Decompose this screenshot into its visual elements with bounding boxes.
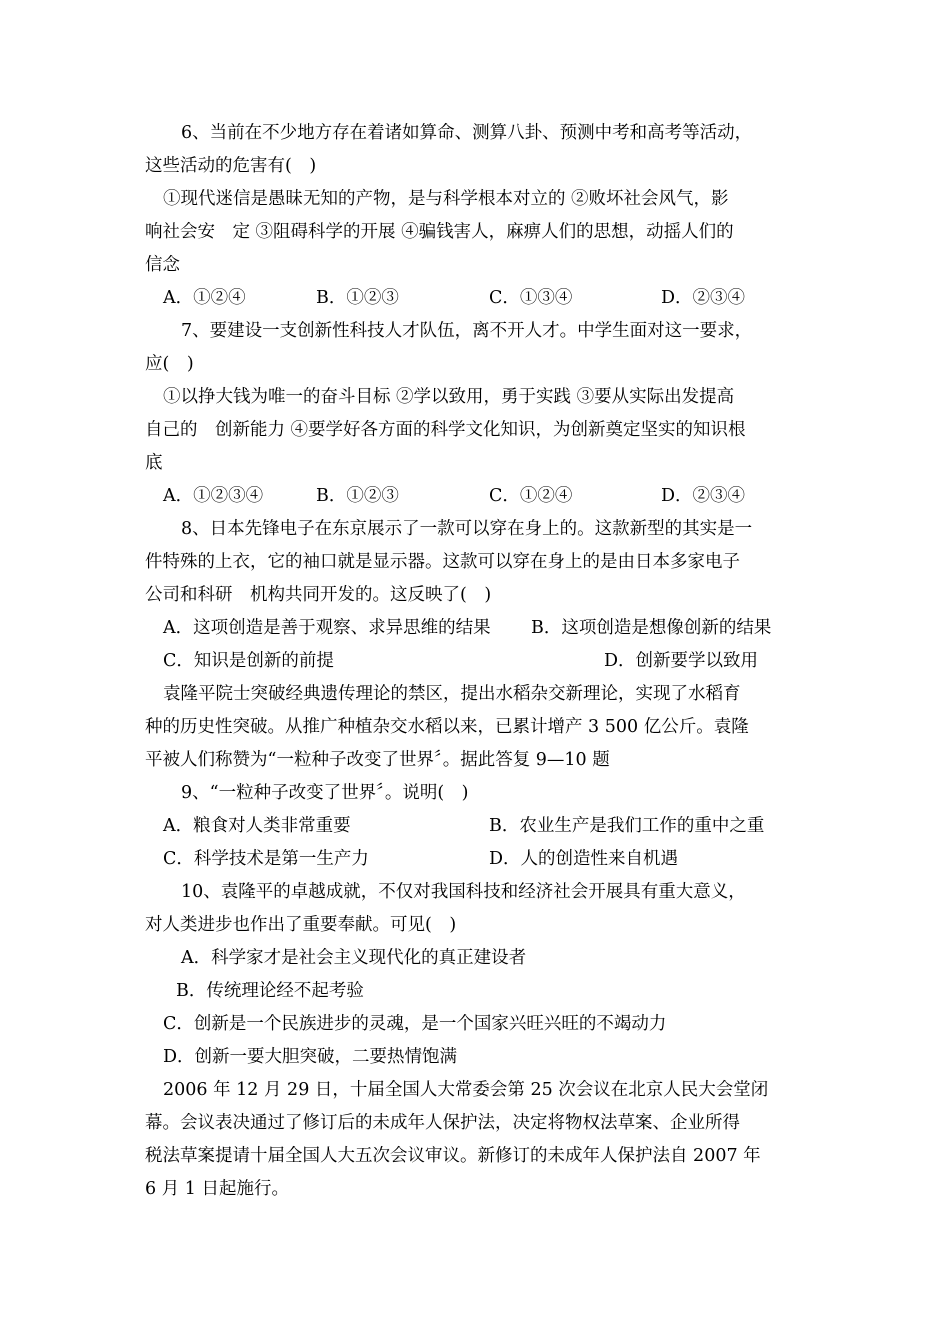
passage2-line4: 6 月 1 日起施行。 bbox=[145, 1179, 289, 1199]
q10-stem-line1: 10、袁隆平的卓越成就，不仅对我国科技和经济社会开展具有重大意义， bbox=[181, 882, 746, 902]
q7-option-a: A．①②③④ bbox=[163, 486, 264, 506]
q8-option-b: B．这项创造是想像创新的结果 bbox=[531, 618, 772, 638]
q8-option-d: D．创新要学以致用 bbox=[604, 651, 759, 671]
q7-option-c: C．①②④ bbox=[489, 486, 573, 506]
q6-option-c: C．①③④ bbox=[489, 288, 573, 308]
q8-option-c: C．知识是创新的前提 bbox=[163, 651, 334, 671]
passage2-line1: 2006 年 12 月 29 日，十届全国人大常委会第 25 次会议在北京人民大会堂闭 bbox=[163, 1080, 769, 1100]
q8-stem-line1: 8、日本先锋电子在东京展示了一款可以穿在身上的。这款新型的其实是一 bbox=[181, 519, 753, 539]
passage1-line3: 平被人们称赞为“一粒种子改变了世界〞。据此答复 9—10 题 bbox=[145, 750, 610, 770]
passage1-line2: 种的历史性突破。从推广种植杂交水稻以来，已累计增产 3 500 亿公斤。袁隆 bbox=[145, 717, 749, 737]
q6-stem-line1: 6、当前在不少地方存在着诸如算命、测算八卦、预测中考和高考等活动， bbox=[181, 123, 753, 143]
q10-option-a: A．科学家才是社会主义现代化的真正建设者 bbox=[181, 948, 527, 968]
q10-option-c: C．创新是一个民族进步的灵魂，是一个国家兴旺兴旺的不竭动力 bbox=[163, 1014, 667, 1034]
q7-option-b: B．①②③ bbox=[316, 486, 399, 506]
q7-items-line2: 自己的 创新能力 ④要学好各方面的科学文化知识，为创新奠定坚实的知识根 bbox=[145, 420, 746, 440]
q8-stem-line2: 件特殊的上衣，它的袖口就是显示器。这款可以穿在身上的是由日本多家电子 bbox=[145, 552, 740, 572]
q8-stem-line3: 公司和科研 机构共同开发的。这反映了( ) bbox=[145, 585, 492, 605]
q7-items-line3: 底 bbox=[145, 453, 163, 473]
q10-option-d: D．创新一要大胆突破，二要热情饱满 bbox=[163, 1047, 458, 1067]
q8-option-a: A．这项创造是善于观察、求异思维的结果 bbox=[163, 618, 491, 638]
q9-option-d: D．人的创造性来自机遇 bbox=[489, 849, 679, 869]
q9-option-c: C．科学技术是第一生产力 bbox=[163, 849, 369, 869]
q9-stem: 9、“一粒种子改变了世界〞。说明( ) bbox=[181, 783, 469, 803]
q6-items-line1: ①现代迷信是愚昧无知的产物，是与科学根本对立的 ②败坏社会风气，影 bbox=[163, 189, 729, 209]
q10-option-b: B．传统理论经不起考验 bbox=[176, 981, 364, 1001]
q7-stem-line1: 7、要建设一支创新性科技人才队伍，离不开人才。中学生面对这一要求， bbox=[181, 321, 753, 341]
q6-items-line3: 信念 bbox=[145, 255, 180, 275]
q7-option-d: D．②③④ bbox=[661, 486, 746, 506]
q6-option-d: D．②③④ bbox=[661, 288, 746, 308]
q6-stem-line2: 这些活动的危害有( ) bbox=[145, 156, 317, 176]
q7-stem-line2: 应( ) bbox=[145, 354, 194, 374]
passage2-line2: 幕。会议表决通过了修订后的未成年人保护法，决定将物权法草案、企业所得 bbox=[145, 1113, 740, 1133]
q6-items-line2: 响社会安 定 ③阻碍科学的开展 ④骗钱害人，麻痹人们的思想，动摇人们的 bbox=[145, 222, 734, 242]
q10-stem-line2: 对人类进步也作出了重要奉献。可见( ) bbox=[145, 915, 457, 935]
passage1-line1: 袁隆平院士突破经典遗传理论的禁区，提出水稻杂交新理论，实现了水稻育 bbox=[163, 684, 741, 704]
q6-option-a: A．①②④ bbox=[163, 288, 246, 308]
q9-option-b: B．农业生产是我们工作的重中之重 bbox=[489, 816, 765, 836]
passage2-line3: 税法草案提请十届全国人大五次会议审议。新修订的未成年人保护法自 2007 年 bbox=[145, 1146, 761, 1166]
q9-option-a: A．粮食对人类非常重要 bbox=[163, 816, 351, 836]
q7-items-line1: ①以挣大钱为唯一的奋斗目标 ②学以致用，勇于实践 ③要从实际出发提高 bbox=[163, 387, 735, 407]
q6-option-b: B．①②③ bbox=[316, 288, 399, 308]
